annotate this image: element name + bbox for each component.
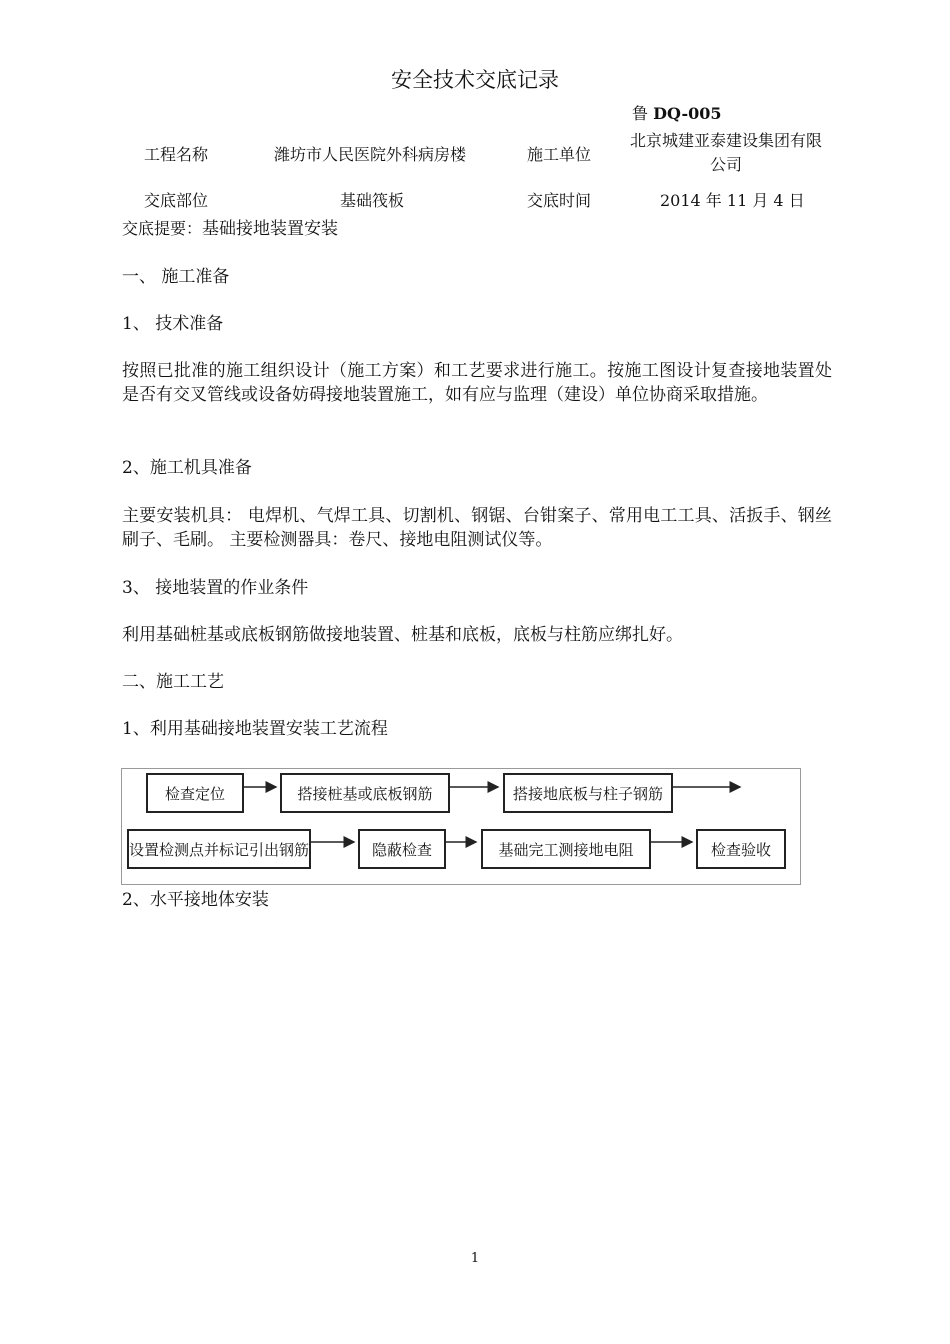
handover-time-value: 2014 年 11 月 4 日 xyxy=(660,191,805,210)
flow-step-set-test-points: 设置检测点并标记引出钢筋 xyxy=(127,829,311,869)
construction-unit-line1: 北京城建亚泰建设集团有限 xyxy=(629,131,822,150)
page-number: 1 xyxy=(470,1251,480,1266)
flow-step-concealed-inspection: 隐蔽检查 xyxy=(358,829,446,869)
subsection-heading-1-3: 3、 接地装置的作业条件 xyxy=(122,578,309,598)
flow-step-check-position: 检查定位 xyxy=(146,773,244,813)
summary-label: 交底提要： xyxy=(122,219,203,238)
flow-step-lap-slab-column: 搭接地底板与柱子钢筋 xyxy=(503,773,673,813)
paragraph-conditions: 利用基础桩基或底板钢筋做接地装置、桩基和底板，底板与柱筋应绑扎好。 xyxy=(122,625,683,645)
paragraph-technical-prep: 按照已批准的施工组织设计（施工方案）和工艺要求进行施工。按施工图设计复查接地装置处是否有交叉管线或设备妨碍接地装置施工，如有应与监理（建设）单位协商采取措施。 xyxy=(122,361,832,405)
section-heading-1: 一、 施工准备 xyxy=(122,267,230,287)
subsection-heading-2-1: 1、利用基础接地装置安装工艺流程 xyxy=(122,719,388,739)
summary-value: 基础接地装置安装 xyxy=(202,219,339,239)
process-flow-diagram xyxy=(121,768,801,885)
subsection-heading-1-1: 1、 技术准备 xyxy=(122,314,224,334)
construction-unit-value xyxy=(620,129,832,177)
document-title: 安全技术交底记录 xyxy=(391,68,559,92)
subsection-heading-2-2: 2、水平接地体安装 xyxy=(122,890,269,910)
code-prefix: 鲁 xyxy=(632,104,649,123)
handover-time-label: 交底时间 xyxy=(527,191,592,210)
summary xyxy=(122,217,338,241)
flow-step-measure-resistance: 基础完工测接地电阻 xyxy=(481,829,651,869)
construction-unit-line2: 公司 xyxy=(709,155,742,174)
construction-unit-label: 施工单位 xyxy=(527,145,592,164)
project-name-value: 潍坊市人民医院外科病房楼 xyxy=(274,145,467,164)
flow-step-lap-pile-rebar: 搭接桩基或底板钢筋 xyxy=(280,773,450,813)
flow-step-acceptance: 检查验收 xyxy=(696,829,786,869)
paragraph-tools: 主要安装机具： 电焊机、气焊工具、切割机、钢锯、台钳案子、常用电工工具、活扳手、钢丝刷子、毛刷。 主要检测器具：卷尺、接地电阻测试仪等。 xyxy=(122,506,832,550)
section-heading-2: 二、施工工艺 xyxy=(122,672,224,692)
code-number: DQ-005 xyxy=(653,104,722,123)
handover-part-label: 交底部位 xyxy=(144,191,209,210)
project-name-label: 工程名称 xyxy=(144,145,209,164)
document-code xyxy=(632,101,722,124)
subsection-heading-1-2: 2、施工机具准备 xyxy=(122,458,252,478)
handover-part-value: 基础筏板 xyxy=(340,191,405,210)
